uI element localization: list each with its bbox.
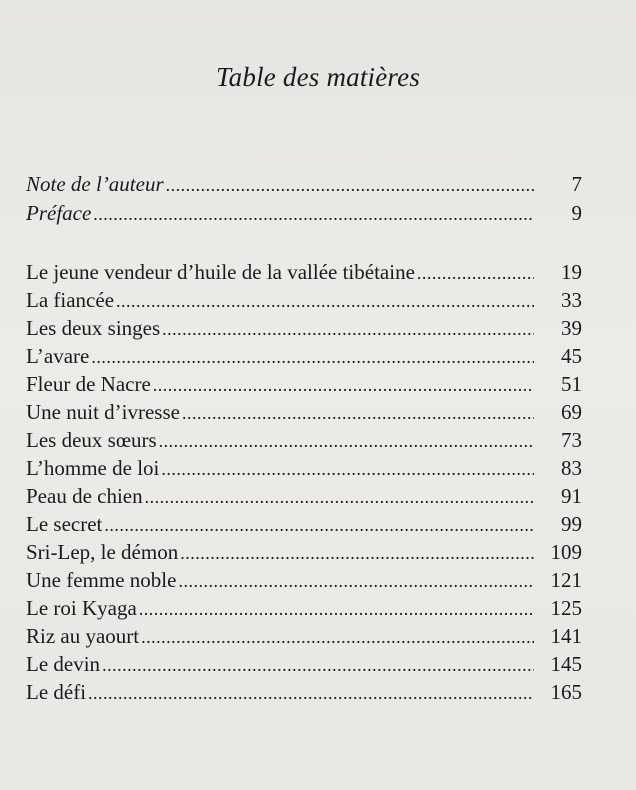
- toc-row: [26, 566, 582, 594]
- leader-dots: [178, 567, 534, 595]
- leader-dots: [159, 427, 534, 455]
- toc-page-number: 45: [561, 344, 582, 368]
- toc-entry-label: L’homme de loi: [26, 456, 160, 480]
- toc-entry-label: Le secret: [26, 512, 103, 536]
- toc-page-number: 141: [550, 624, 582, 648]
- leader-dots: [116, 287, 534, 315]
- toc-row: [26, 314, 582, 342]
- toc-page-number: 91: [561, 484, 582, 508]
- toc-entry-label: Note de l’auteur: [26, 172, 164, 196]
- toc-entry-label: Le jeune vendeur d’huile de la vallée tibétaine: [26, 260, 415, 284]
- toc-page-number: 165: [550, 680, 582, 704]
- toc-page-number: 7: [571, 172, 582, 196]
- toc-entry-label: Peau de chien: [26, 484, 143, 508]
- leader-dots: [91, 343, 534, 371]
- toc-row: [26, 678, 582, 706]
- leader-dots: [166, 171, 534, 199]
- toc-page-number: 19: [561, 260, 582, 284]
- toc-page-number: 83: [561, 456, 582, 480]
- toc-page-number: 73: [561, 428, 582, 452]
- toc-row: [26, 510, 582, 538]
- toc-row: [26, 199, 582, 227]
- leader-dots: [104, 511, 534, 539]
- toc-row: [26, 538, 582, 566]
- leader-dots: [139, 595, 534, 623]
- toc-row: [26, 170, 582, 198]
- toc-entry-label: Les deux singes: [26, 316, 161, 340]
- toc-page-number: 121: [550, 568, 582, 592]
- toc-entry-label: Préface: [26, 201, 92, 225]
- leader-dots: [162, 315, 534, 343]
- toc-row: [26, 426, 582, 454]
- toc-entry-label: Le devin: [26, 652, 101, 676]
- toc-row: [26, 650, 582, 678]
- toc-entry-label: Les deux sœurs: [26, 428, 157, 452]
- toc-entry-label: Riz au yaourt: [26, 624, 140, 648]
- toc-entry-label: L’avare: [26, 344, 90, 368]
- toc-page-number: 39: [561, 316, 582, 340]
- toc-page-number: 99: [561, 512, 582, 536]
- leader-dots: [180, 539, 534, 567]
- toc-page-number: 125: [550, 596, 582, 620]
- leader-dots: [102, 651, 534, 679]
- toc-entry-label: Une femme noble: [26, 568, 177, 592]
- toc-page-number: 9: [571, 201, 582, 225]
- toc-entry-label: La fiancée: [26, 288, 115, 312]
- toc-entry-label: Une nuit d’ivresse: [26, 400, 180, 424]
- toc-page-number: 33: [561, 288, 582, 312]
- leader-dots: [153, 371, 534, 399]
- toc-page-number: 109: [550, 540, 582, 564]
- toc-row: [26, 594, 582, 622]
- leader-dots: [182, 399, 534, 427]
- toc-row: [26, 622, 582, 650]
- toc-entry-label: Sri-Lep, le démon: [26, 540, 179, 564]
- toc-row: [26, 286, 582, 314]
- toc-row: [26, 258, 582, 286]
- toc-entry-label: Le défi: [26, 680, 87, 704]
- toc-entry-label: Fleur de Nacre: [26, 372, 151, 396]
- leader-dots: [145, 483, 534, 511]
- toc-row: [26, 454, 582, 482]
- toc-entry-label: Le roi Kyaga: [26, 596, 137, 620]
- toc-row: [26, 398, 582, 426]
- toc-title: Table des matières: [215, 62, 421, 92]
- toc-page-number: 145: [550, 652, 582, 676]
- leader-dots: [161, 455, 534, 483]
- toc-row: [26, 342, 582, 370]
- toc-page-number: 51: [561, 372, 582, 396]
- leader-dots: [141, 623, 534, 651]
- toc-row: [26, 370, 582, 398]
- leader-dots: [88, 679, 534, 707]
- toc-page-number: 69: [561, 400, 582, 424]
- toc-row: [26, 482, 582, 510]
- leader-dots: [417, 259, 534, 287]
- leader-dots: [93, 200, 534, 228]
